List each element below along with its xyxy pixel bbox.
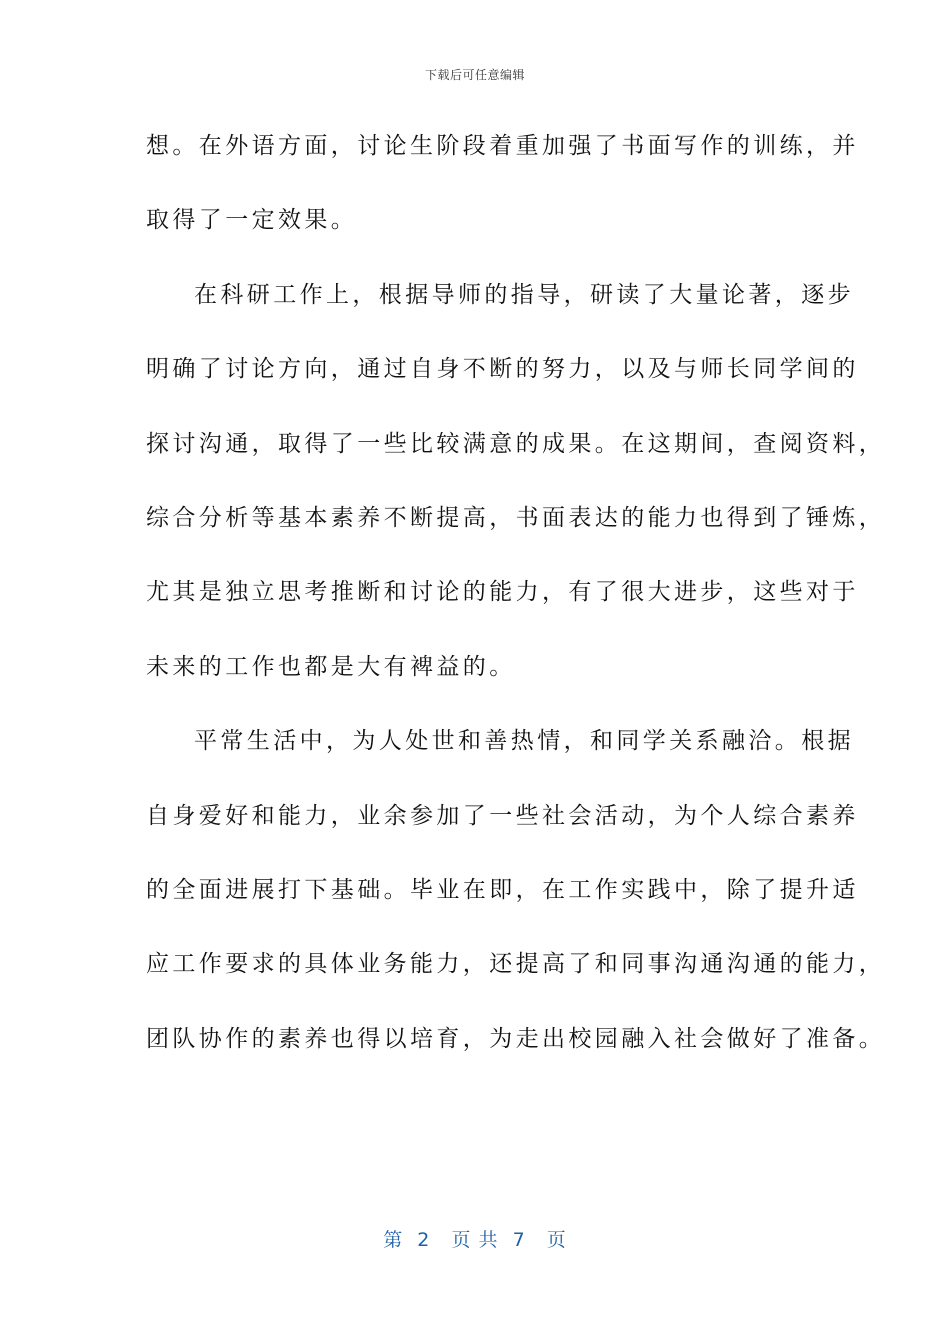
paragraph-start-line: 平常生活中，为人处世和善热情，和同学关系融洽。根据 <box>194 728 854 755</box>
text-line: 尤其是独立思考推断和讨论的能力，有了很大进步，这些对于 <box>146 579 859 606</box>
text-line: 取得了一定效果。 <box>146 207 358 234</box>
page-header: 下载后可任意编辑 <box>424 68 525 82</box>
text-line: 想。在外语方面，讨论生阶段着重加强了书面写作的训练，并 <box>146 133 859 159</box>
paragraph-start-line: 在科研工作上，根据导师的指导，研读了大量论著，逐步 <box>194 281 854 308</box>
text-line: 的全面进展打下基础。毕业在即，在工作实践中，除了提升适 <box>146 876 859 903</box>
text-line: 明确了讨论方向，通过自身不断的努力，以及与师长同学间的 <box>146 356 859 383</box>
text-line: 综合分析等基本素养不断提高，书面表达的能力也得到了锤炼， <box>146 504 886 531</box>
body-text <box>146 118 886 1085</box>
text-line: 自身爱好和能力，业余参加了一些社会活动，为个人综合素养 <box>146 802 859 829</box>
text-line: 探讨沟通，取得了一些比较满意的成果。在这期间，查阅资料， <box>146 430 886 457</box>
page-number-footer: 第 2 页 共 7 页 <box>383 1229 567 1251</box>
text-line: 应工作要求的具体业务能力，还提高了和同事沟通沟通的能力， <box>146 951 886 978</box>
text-line: 未来的工作也都是大有裨益的。 <box>146 653 516 680</box>
text-line: 团队协作的素养也得以培育，为走出校园融入社会做好了准备。 <box>146 1025 886 1052</box>
